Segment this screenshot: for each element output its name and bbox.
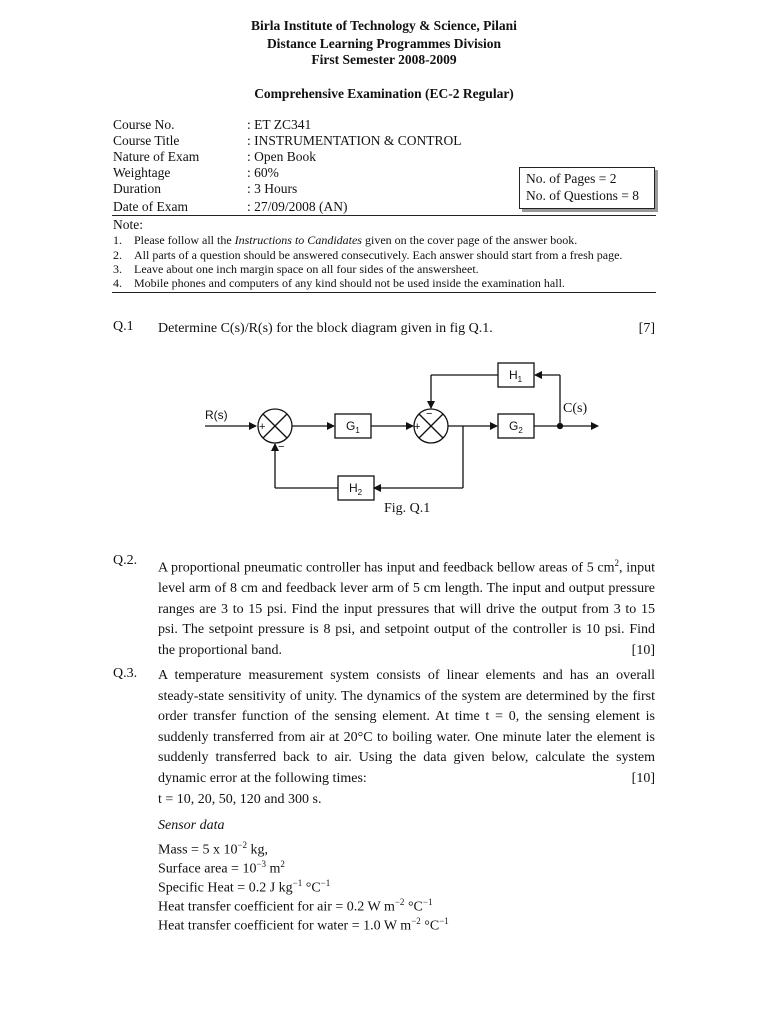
q2-part: , input level arm of 8 cm and feedback lever arm of 5 cm length. The input and output pressure ranges are 3 to 15 psi. Find the input pressures that will drive the output from 3 to 15 psi. The setpoint pressure is 8 psi, and setpoint output of the controller is 10 psi. Find the proportional band. — [158, 560, 655, 658]
info-key: Date of Exam — [113, 199, 188, 214]
sum2-plus: + — [414, 421, 421, 433]
sum2-minus: − — [426, 408, 433, 420]
info-value: : ET ZC341 — [247, 117, 312, 132]
semester: First Semester 2008-2009 — [311, 52, 457, 67]
q1-statement: Determine C(s)/R(s) for the block diagram given in fig Q.1. — [158, 321, 493, 336]
note-text: Mobile phones and computers of any kind should not be used inside the examination hall. — [134, 276, 565, 290]
note-title: Note: — [113, 217, 143, 232]
q2-sup: 2 — [614, 558, 620, 568]
q2-part: A proportional pneumatic controller has input and feedback bellow areas of 5 cm — [158, 560, 615, 576]
page-count: No. of Pages = 2 — [526, 171, 617, 186]
h1-label: $H_1$ — [509, 368, 523, 384]
sum1-plus: + — [259, 421, 266, 433]
note-text: All parts of a question should be answered consecutively. Each answer should start from a fresh page. — [134, 248, 623, 262]
institute-name: Birla Institute of Technology & Science, Pilani — [251, 18, 517, 33]
sensor-specific-heat: Specific Heat = 0.2 J $kg^{-1}$ $^\circ C^{-1}$ — [158, 878, 331, 896]
pages-box — [519, 167, 655, 209]
q2-marks: [10] — [631, 642, 655, 658]
info-key: Weightage — [113, 165, 171, 180]
info-value: : Open Book — [247, 149, 316, 164]
note-text: given on the cover page of the answer book. — [361, 233, 578, 247]
note-num: 4. — [113, 276, 122, 290]
division-name: Distance Learning Programmes Division — [266, 36, 502, 51]
divider — [112, 215, 656, 216]
note-emphasis: Instructions to Candidates — [234, 233, 362, 247]
info-value: : 27/09/2008 (AN) — [247, 199, 348, 214]
sensor-air-coefficient: Heat transfer coefficient for air = 0.2 W $m^{-2}$ $^\circ C^{-1}$ — [158, 897, 433, 915]
note-text: Leave about one inch margin space on all four sides of the answersheet. — [134, 262, 479, 276]
sensor-mass: Mass = 5 x $10^{-2}$ kg, — [158, 840, 269, 858]
figure-caption: Fig. Q.1 — [384, 501, 431, 516]
q3-statement: A temperature measurement system consists of linear elements and has an overall steady-state sensitivity of unity. The dynamics of the system are determined by the first order transfer function of the sensing element. At time t = 0, the sensing element is suddenly transferred from air at 20°C to boiling water. One minute later the element is suddenly transferred back to air. Using the data given below, calculate the system dynamic error at the following times: — [158, 668, 655, 786]
g2-label: $G_2$ — [509, 419, 523, 435]
output-label: C(s) — [563, 401, 588, 416]
info-key: Course Title — [113, 133, 180, 148]
q3-times: t = 10, 20, 50, 120 and 300 s. — [158, 792, 322, 807]
note-num: 2. — [113, 248, 122, 262]
question-count: No. of Questions = 8 — [526, 188, 639, 203]
note-item — [113, 262, 479, 277]
q2-number: Q.2. — [113, 553, 138, 568]
q3-marks: [10] — [631, 770, 655, 786]
block-diagram — [0, 355, 768, 515]
divider — [112, 292, 656, 293]
info-value: : 60% — [247, 165, 279, 180]
sensor-water-coefficient: Heat transfer coefficient for water = 1.0 W $m^{-2}$ $^\circ C^{-1}$ — [158, 916, 449, 934]
note-num: 1. — [113, 233, 122, 247]
q1-marks: [7] — [638, 321, 655, 336]
g1-label: $G_1$ — [346, 419, 360, 435]
info-value: : 3 Hours — [247, 181, 298, 196]
sensor-area: Surface area = $10^{-3}$ $m^2$ — [158, 859, 285, 877]
info-key: Course No. — [113, 117, 175, 132]
note-num: 3. — [113, 262, 122, 276]
q3-number: Q.3. — [113, 666, 138, 681]
info-key: Nature of Exam — [113, 149, 200, 164]
sensor-title: Sensor data — [158, 818, 225, 833]
q3-text — [158, 666, 655, 789]
q1-number: Q.1 — [113, 319, 134, 334]
note-item — [113, 276, 565, 291]
note-text: Please follow all the — [134, 233, 235, 247]
exam-title: Comprehensive Examination (EC-2 Regular) — [254, 86, 514, 101]
sum1-minus: − — [278, 441, 285, 453]
note-item — [113, 233, 577, 248]
info-key: Duration — [113, 181, 161, 196]
h2-label: $H_2$ — [349, 481, 363, 497]
q1-text — [158, 319, 655, 340]
input-label: R(s) — [205, 408, 228, 422]
info-value: : INSTRUMENTATION & CONTROL — [247, 133, 462, 148]
note-item — [113, 248, 622, 263]
q2-text — [158, 553, 655, 661]
